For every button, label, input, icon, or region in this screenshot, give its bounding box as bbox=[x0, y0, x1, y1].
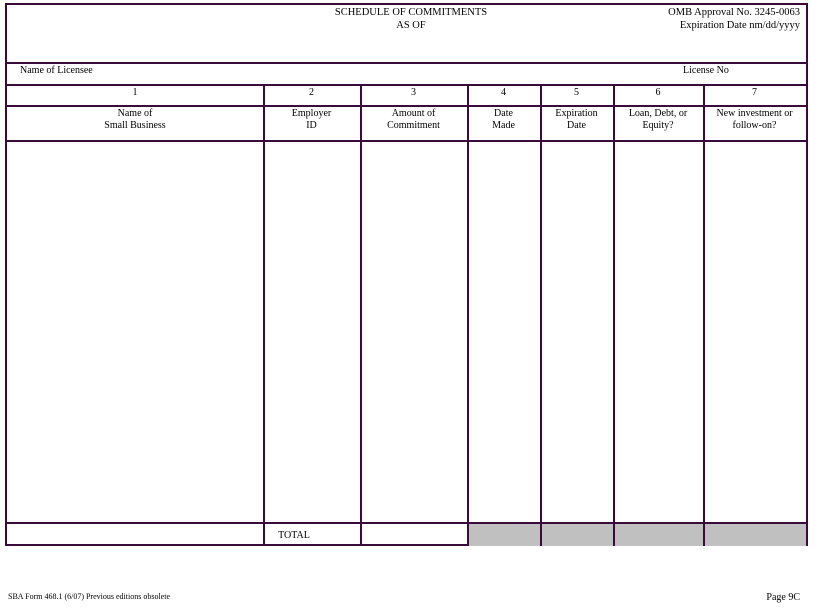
title-line1: SCHEDULE OF COMMITMENTS bbox=[334, 7, 488, 18]
col-number-3: 3 bbox=[411, 87, 416, 98]
omb-approval: OMB Approval No. 3245-0063 bbox=[668, 7, 800, 18]
col-header-3 bbox=[360, 108, 467, 132]
total-shade-5 bbox=[542, 524, 613, 546]
licensee-divider bbox=[7, 84, 806, 86]
col-header-6-line1: Loan, Debt, or bbox=[628, 108, 688, 119]
col-header-2-line2: ID bbox=[306, 120, 317, 131]
col-divider-4 bbox=[540, 84, 542, 546]
colnum-divider bbox=[7, 105, 806, 107]
col-header-4-line2: Made bbox=[492, 120, 515, 131]
col-header-1 bbox=[7, 108, 263, 132]
header-divider bbox=[7, 62, 806, 64]
col-header-6 bbox=[613, 108, 703, 132]
expiration-date: Expiration Date nm/dd/yyyy bbox=[679, 20, 800, 31]
total-shade-6 bbox=[615, 524, 703, 546]
colhead-divider bbox=[7, 140, 806, 142]
col-divider-1 bbox=[263, 84, 265, 546]
col-divider-3 bbox=[467, 84, 469, 546]
col-header-7-line2: follow-on? bbox=[732, 120, 777, 131]
col-divider-5 bbox=[613, 84, 615, 546]
licensee-name-label: Name of Licensee bbox=[20, 65, 93, 76]
license-no-label: License No bbox=[683, 65, 729, 76]
col-number-4: 4 bbox=[501, 87, 506, 98]
col-number-1: 1 bbox=[132, 87, 138, 98]
form-frame bbox=[5, 3, 808, 546]
page-number: Page 9C bbox=[766, 592, 800, 603]
col-header-1-line2: Small Business bbox=[104, 120, 166, 131]
col-header-5-line1: Expiration bbox=[555, 108, 598, 119]
col-header-5-line2: Date bbox=[567, 120, 586, 131]
total-label: TOTAL bbox=[278, 530, 310, 541]
total-shade-7 bbox=[705, 524, 806, 546]
total-shade-4 bbox=[469, 524, 540, 546]
col-number-6: 6 bbox=[655, 87, 661, 98]
col-header-7-line1: New investment or bbox=[716, 108, 793, 119]
col-divider-6 bbox=[703, 84, 705, 546]
col-header-4 bbox=[467, 108, 540, 132]
title-line2: AS OF bbox=[396, 20, 426, 31]
col-header-2 bbox=[263, 108, 360, 132]
col-header-5 bbox=[540, 108, 613, 132]
col-divider-2 bbox=[360, 84, 362, 546]
col-header-1-line1: Name of bbox=[117, 108, 153, 119]
col-header-7 bbox=[703, 108, 806, 132]
col-header-3-line1: Amount of bbox=[391, 108, 436, 119]
col-header-2-line1: Employer bbox=[291, 108, 332, 119]
col-number-7: 7 bbox=[752, 87, 757, 98]
col-header-4-line1: Date bbox=[494, 108, 513, 119]
col-number-2: 2 bbox=[309, 87, 314, 98]
col-header-3-line2: Commitment bbox=[387, 120, 440, 131]
col-number-5: 5 bbox=[574, 87, 579, 98]
form-id: SBA Form 468.1 (6/07) Previous editions obsolete bbox=[8, 592, 170, 601]
omb-block bbox=[668, 6, 800, 32]
col-header-6-line2: Equity? bbox=[642, 120, 674, 131]
